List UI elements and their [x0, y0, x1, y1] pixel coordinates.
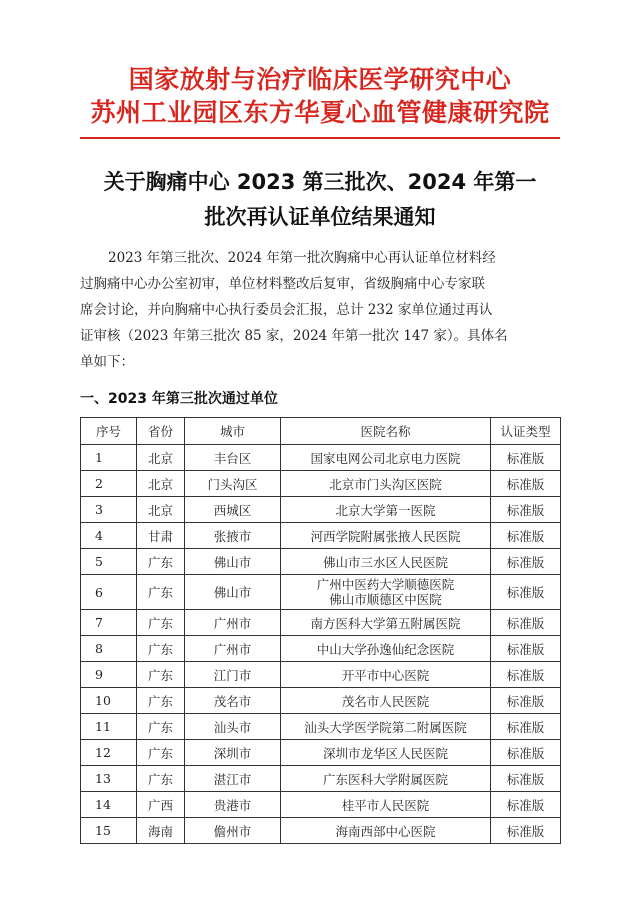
header-no: 序号 [81, 418, 137, 445]
cell-province: 广东 [137, 636, 185, 662]
table-row [81, 662, 561, 688]
cell-type: 标准版 [491, 497, 561, 523]
hospital-name-line: 广州中医药大学顺德医院 [316, 577, 455, 592]
cell-city: 湛江市 [185, 766, 281, 792]
table-row [81, 549, 561, 575]
table-header-row [81, 418, 561, 445]
cell-province: 广东 [137, 688, 185, 714]
cell-hospital: 海南西部中心医院 [281, 818, 491, 844]
cell-type: 标准版 [491, 523, 561, 549]
cell-hospital [281, 575, 491, 610]
body-line: 单如下： [80, 354, 134, 370]
cell-province: 海南 [137, 818, 185, 844]
header-red-rule [80, 137, 560, 139]
table-row [81, 445, 561, 471]
cell-city: 广州市 [185, 636, 281, 662]
cell-hospital: 深圳市龙华区人民医院 [281, 740, 491, 766]
cell-hospital: 中山大学孙逸仙纪念医院 [281, 636, 491, 662]
body-line: 2023 年第三批次、2024 年第一批次胸痛中心再认证单位材料经 [108, 250, 496, 266]
cell-city: 丰台区 [185, 445, 281, 471]
cell-no: 14 [81, 792, 137, 818]
cell-hospital: 广东医科大学附属医院 [281, 766, 491, 792]
cell-no: 10 [81, 688, 137, 714]
cell-province: 广东 [137, 740, 185, 766]
cell-hospital: 北京大学第一医院 [281, 497, 491, 523]
cell-city: 深圳市 [185, 740, 281, 766]
cell-province: 北京 [137, 471, 185, 497]
section-heading: 一、2023 年第三批次通过单位 [80, 391, 278, 407]
table-row [81, 523, 561, 549]
cell-city: 西城区 [185, 497, 281, 523]
cell-hospital: 佛山市三水区人民医院 [281, 549, 491, 575]
cell-city: 茂名市 [185, 688, 281, 714]
cell-no: 2 [81, 471, 137, 497]
cell-city: 佛山市 [185, 549, 281, 575]
cell-hospital: 桂平市人民医院 [281, 792, 491, 818]
header-province: 省份 [137, 418, 185, 445]
cell-no: 8 [81, 636, 137, 662]
cell-province: 广东 [137, 662, 185, 688]
cell-no: 5 [81, 549, 137, 575]
cell-type: 标准版 [491, 688, 561, 714]
table-row [81, 792, 561, 818]
cell-type: 标准版 [491, 445, 561, 471]
table-row [81, 497, 561, 523]
header-type: 认证类型 [491, 418, 561, 445]
body-paragraph [80, 245, 560, 375]
cell-type: 标准版 [491, 549, 561, 575]
table-row [81, 636, 561, 662]
cell-type: 标准版 [491, 662, 561, 688]
table-row [81, 688, 561, 714]
cell-type: 标准版 [491, 818, 561, 844]
cell-province: 广东 [137, 766, 185, 792]
cell-city: 广州市 [185, 610, 281, 636]
cell-hospital: 开平市中心医院 [281, 662, 491, 688]
cell-type: 标准版 [491, 610, 561, 636]
body-line: 过胸痛中心办公室初审，单位材料整改后复审，省级胸痛中心专家联 [80, 276, 485, 292]
body-line: 证审核（2023 年第三批次 85 家，2024 年第一批次 147 家）。具体名 [80, 328, 508, 344]
cell-province: 广东 [137, 610, 185, 636]
table-row [81, 740, 561, 766]
body-line: 席会讨论，并向胸痛中心执行委员会汇报，总计 232 家单位通过再认 [80, 302, 493, 318]
cell-no: 15 [81, 818, 137, 844]
header-city: 城市 [185, 418, 281, 445]
cell-type: 标准版 [491, 575, 561, 610]
cell-city: 张掖市 [185, 523, 281, 549]
cell-province: 广东 [137, 549, 185, 575]
cell-province: 北京 [137, 497, 185, 523]
table-row [81, 575, 561, 610]
table-row [81, 766, 561, 792]
hospital-table [80, 417, 561, 844]
cell-province: 北京 [137, 445, 185, 471]
cell-no: 6 [81, 575, 137, 610]
cell-province: 广东 [137, 575, 185, 610]
cell-province: 广东 [137, 714, 185, 740]
cell-no: 7 [81, 610, 137, 636]
document-title-line1: 关于胸痛中心 2023 第三批次、2024 年第一 [103, 170, 537, 194]
cell-city: 江门市 [185, 662, 281, 688]
cell-hospital: 北京市门头沟区医院 [281, 471, 491, 497]
table-row [81, 471, 561, 497]
cell-no: 3 [81, 497, 137, 523]
cell-city: 贵港市 [185, 792, 281, 818]
cell-city: 汕头市 [185, 714, 281, 740]
document-title-line2: 批次再认证单位结果通知 [204, 205, 436, 229]
cell-hospital: 河西学院附属张掖人民医院 [281, 523, 491, 549]
cell-hospital: 南方医科大学第五附属医院 [281, 610, 491, 636]
cell-no: 1 [81, 445, 137, 471]
hospital-name-line: 佛山市顺德区中医院 [329, 592, 442, 607]
cell-city: 佛山市 [185, 575, 281, 610]
cell-hospital: 汕头大学医学院第二附属医院 [281, 714, 491, 740]
cell-type: 标准版 [491, 766, 561, 792]
cell-city: 儋州市 [185, 818, 281, 844]
cell-no: 4 [81, 523, 137, 549]
cell-no: 13 [81, 766, 137, 792]
cell-type: 标准版 [491, 792, 561, 818]
cell-type: 标准版 [491, 636, 561, 662]
table-row [81, 610, 561, 636]
cell-hospital: 茂名市人民医院 [281, 688, 491, 714]
cell-city: 门头沟区 [185, 471, 281, 497]
cell-no: 9 [81, 662, 137, 688]
table-row [81, 714, 561, 740]
cell-type: 标准版 [491, 714, 561, 740]
cell-province: 广西 [137, 792, 185, 818]
header-hospital: 医院名称 [281, 418, 491, 445]
cell-type: 标准版 [491, 471, 561, 497]
org-name-line1: 国家放射与治疗临床医学研究中心 [128, 65, 512, 94]
cell-no: 12 [81, 740, 137, 766]
org-name-line2: 苏州工业园区东方华夏心血管健康研究院 [90, 98, 550, 127]
cell-no: 11 [81, 714, 137, 740]
cell-province: 甘肃 [137, 523, 185, 549]
table-row [81, 818, 561, 844]
cell-hospital: 国家电网公司北京电力医院 [281, 445, 491, 471]
cell-type: 标准版 [491, 740, 561, 766]
